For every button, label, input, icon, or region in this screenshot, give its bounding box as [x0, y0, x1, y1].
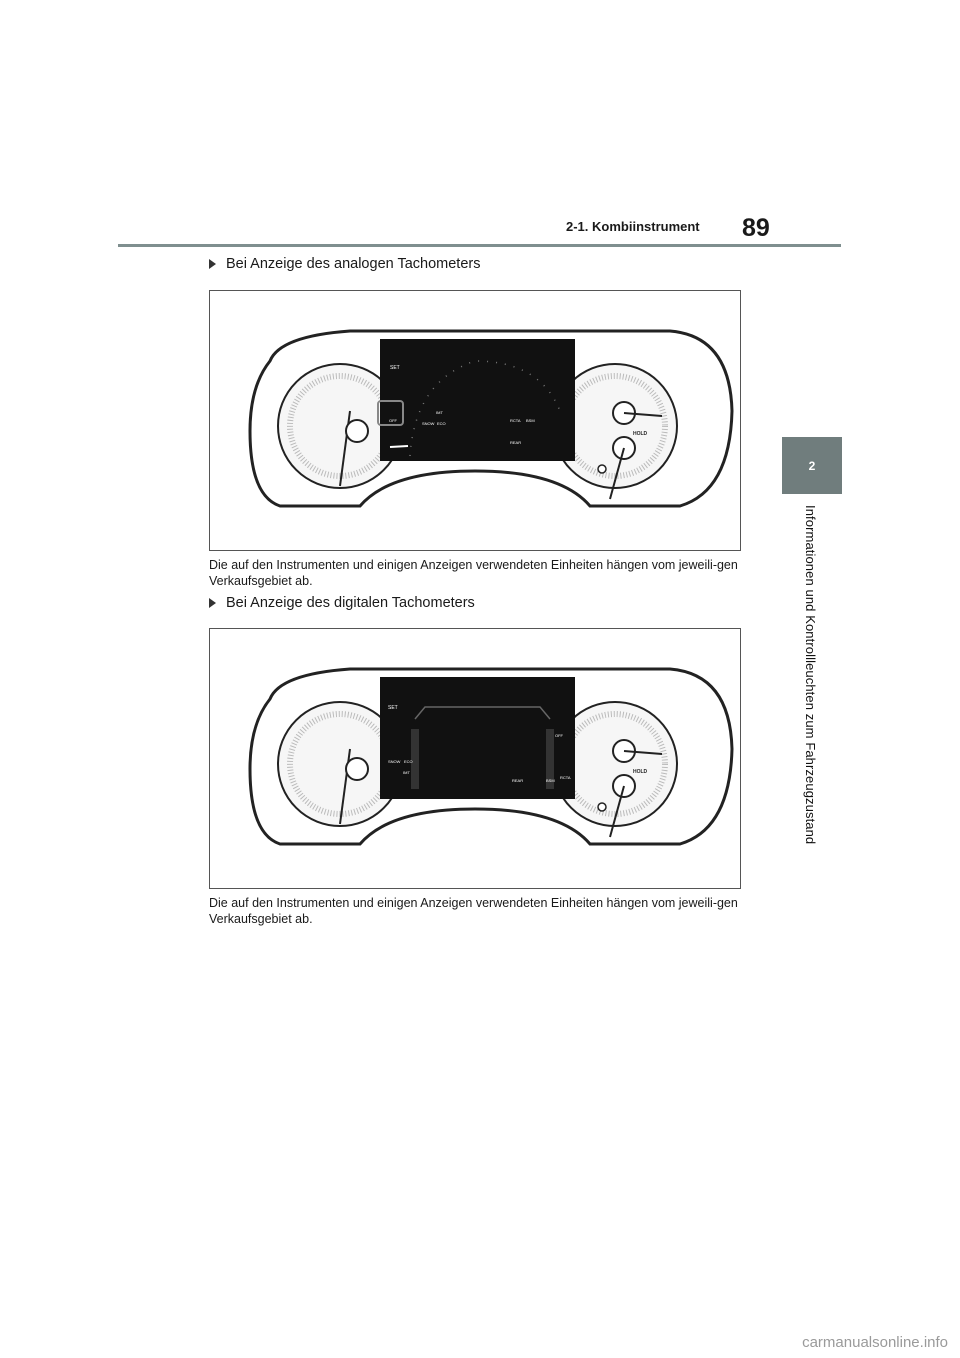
label-snow: SNOW — [388, 759, 401, 764]
label-set: SET — [390, 365, 400, 371]
label-imt: IMT — [436, 410, 443, 415]
label-rear: REAR — [512, 778, 524, 783]
chapter-title: Informationen und Kontrollleuchten zum Fahrzeugzustand — [803, 505, 818, 845]
label-set: SET — [388, 705, 398, 711]
label-rcta: RCTA — [510, 418, 521, 423]
label-snow: SNOW — [422, 421, 435, 426]
caption-digital: Die auf den Instrumenten und einigen Anzeigen verwendeten Einheiten hängen vom jeweili-gen Verkaufsgebiet ab. — [209, 896, 738, 926]
chapter-tab[interactable] — [782, 437, 842, 494]
label-imt: IMT — [403, 770, 410, 775]
label-bsm: BSM — [526, 418, 535, 423]
subheading-digital — [209, 595, 475, 611]
watermark: carmanualsonline.info — [802, 1334, 948, 1351]
chapter-number: 2 — [808, 458, 816, 473]
header-rule — [118, 244, 841, 247]
triangle-bullet-icon — [209, 598, 216, 608]
label-hold: HOLD — [633, 431, 648, 437]
label-eco: ECO — [404, 759, 413, 764]
label-eco: ECO — [437, 421, 446, 426]
instrument-cluster-analog — [210, 291, 740, 550]
subheading-digital-text: Bei Anzeige des digitalen Tachometers — [226, 595, 475, 611]
subheading-analog — [209, 256, 480, 272]
label-rcta: RCTA — [560, 775, 571, 780]
instrument-cluster-digital — [210, 629, 740, 888]
page-number: 89 — [742, 214, 770, 242]
triangle-bullet-icon — [209, 259, 216, 269]
label-hold: HOLD — [633, 769, 648, 775]
label-rear: REAR — [510, 440, 522, 445]
caption-analog: Die auf den Instrumenten und einigen Anzeigen verwendeten Einheiten hängen vom jeweili-gen Verkaufsgebiet ab. — [209, 558, 738, 588]
label-bsm: BSM — [546, 778, 555, 783]
label-off: OFF — [555, 733, 563, 738]
figure-digital-cluster — [209, 628, 741, 889]
label-off: OFF — [389, 418, 397, 423]
subheading-analog-text: Bei Anzeige des analogen Tachometers — [226, 256, 481, 272]
section-title: 2-1. Kombiinstrument — [566, 219, 700, 234]
figure-analog-cluster — [209, 290, 741, 551]
